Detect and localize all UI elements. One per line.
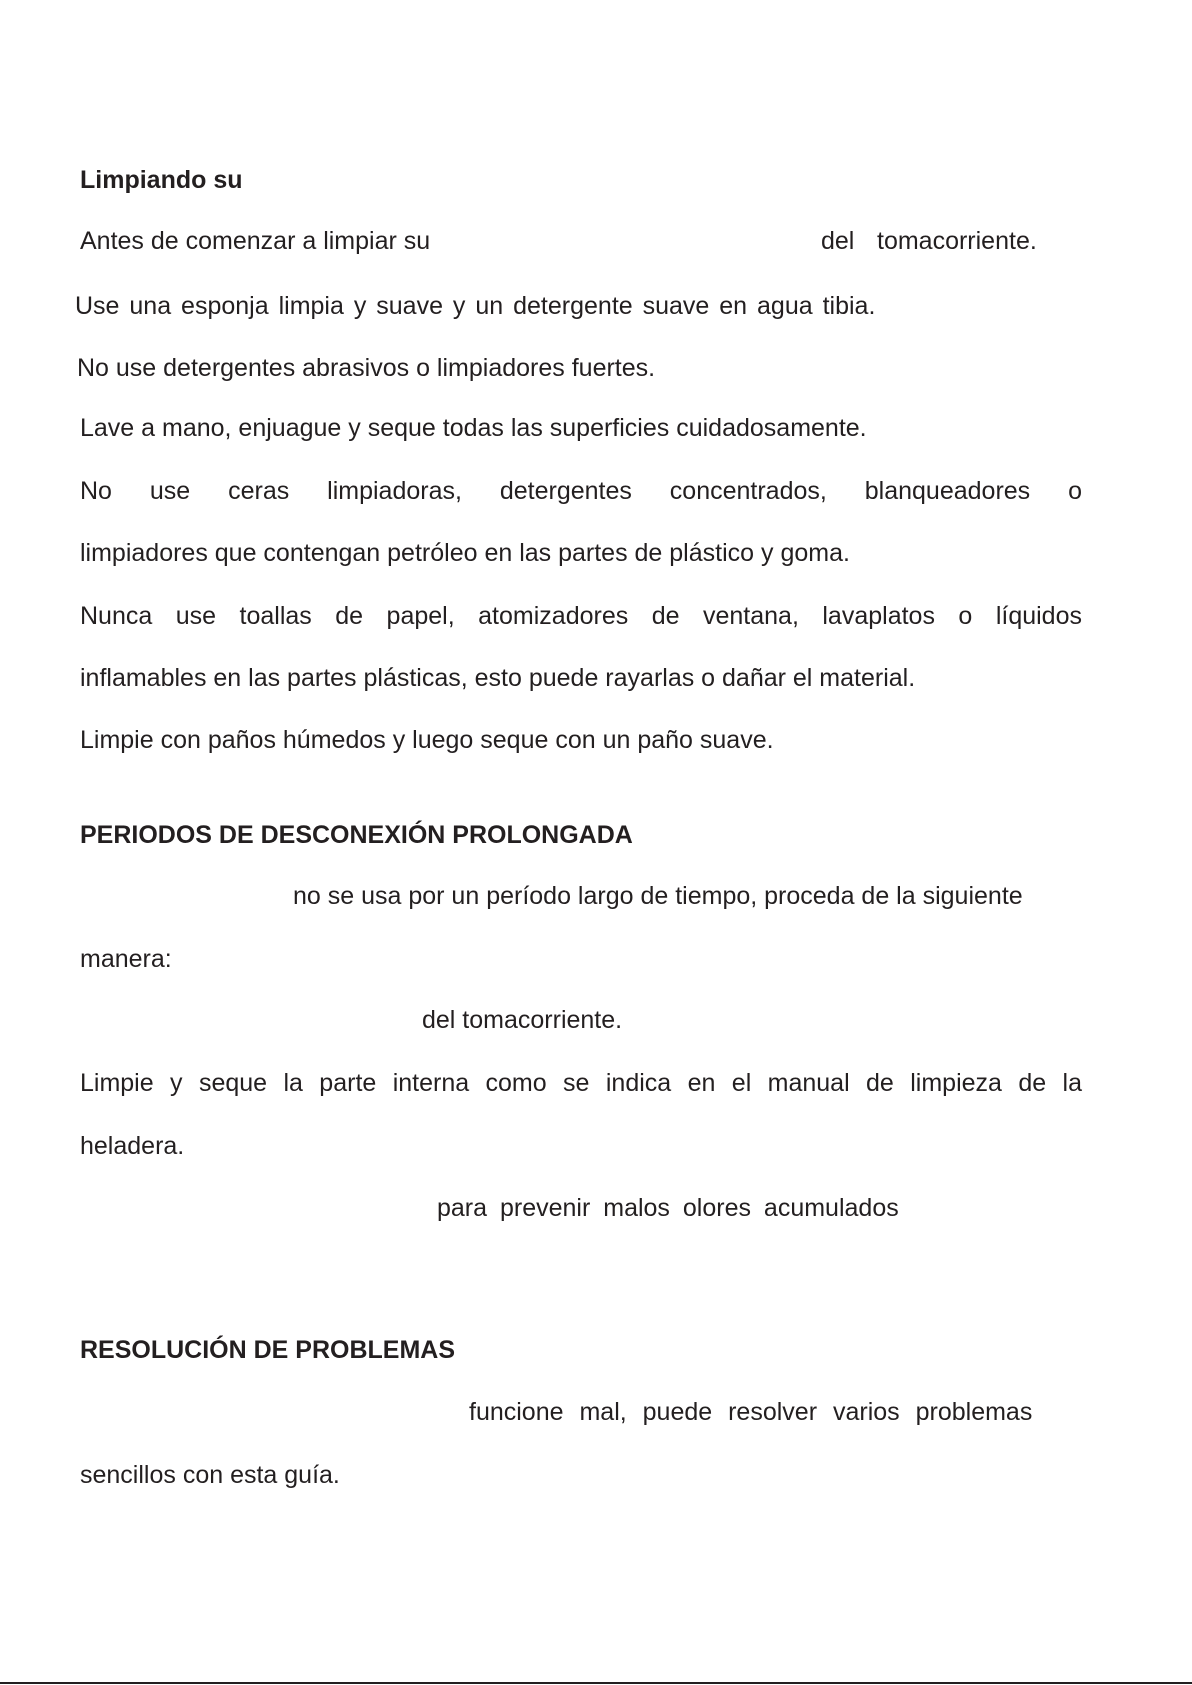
section-heading-disconnection: PERIODOS DE DESCONEXIÓN PROLONGADA	[80, 821, 633, 849]
cleaning-line-1c: tomacorriente.	[877, 227, 1037, 255]
disconnection-line-6: para prevenir malos olores acumulados	[437, 1194, 899, 1222]
cleaning-line-8: inflamables en las partes plásticas, esto puede rayarlas o dañar el material.	[80, 664, 916, 692]
disconnection-line-4: Limpie y seque la parte interna como se indica en el manual de limpieza de la	[80, 1069, 1082, 1097]
page-bottom-rule	[0, 1682, 1192, 1684]
cleaning-line-7: Nunca use toallas de papel, atomizadores de ventana, lavaplatos o líquidos	[80, 602, 1082, 630]
cleaning-line-6: limpiadores que contengan petróleo en las partes de plástico y goma.	[80, 539, 850, 567]
disconnection-line-2: manera:	[80, 945, 172, 973]
cleaning-line-2: Use una esponja limpia y suave y un detergente suave en agua tibia.	[75, 292, 876, 320]
section-heading-troubleshooting: RESOLUCIÓN DE PROBLEMAS	[80, 1336, 456, 1364]
cleaning-line-1a: Antes de comenzar a limpiar su	[80, 227, 431, 255]
troubleshooting-line-2: sencillos con esta guía.	[80, 1461, 340, 1489]
section-heading-cleaning: Limpiando su	[80, 166, 243, 194]
troubleshooting-line-1: funcione mal, puede resolver varios problemas	[469, 1398, 1033, 1426]
cleaning-line-9: Limpie con paños húmedos y luego seque con un paño suave.	[80, 726, 774, 754]
disconnection-line-3: del tomacorriente.	[422, 1006, 623, 1034]
cleaning-line-1b: del	[821, 227, 855, 255]
cleaning-line-5: No use ceras limpiadoras, detergentes concentrados, blanqueadores o	[80, 477, 1082, 505]
cleaning-line-4: Lave a mano, enjuague y seque todas las superficies cuidadosamente.	[80, 414, 867, 442]
disconnection-line-1: no se usa por un período largo de tiempo, proceda de la siguiente	[293, 882, 1023, 910]
disconnection-line-5: heladera.	[80, 1132, 185, 1160]
cleaning-line-3: No use detergentes abrasivos o limpiadores fuertes.	[77, 354, 656, 382]
